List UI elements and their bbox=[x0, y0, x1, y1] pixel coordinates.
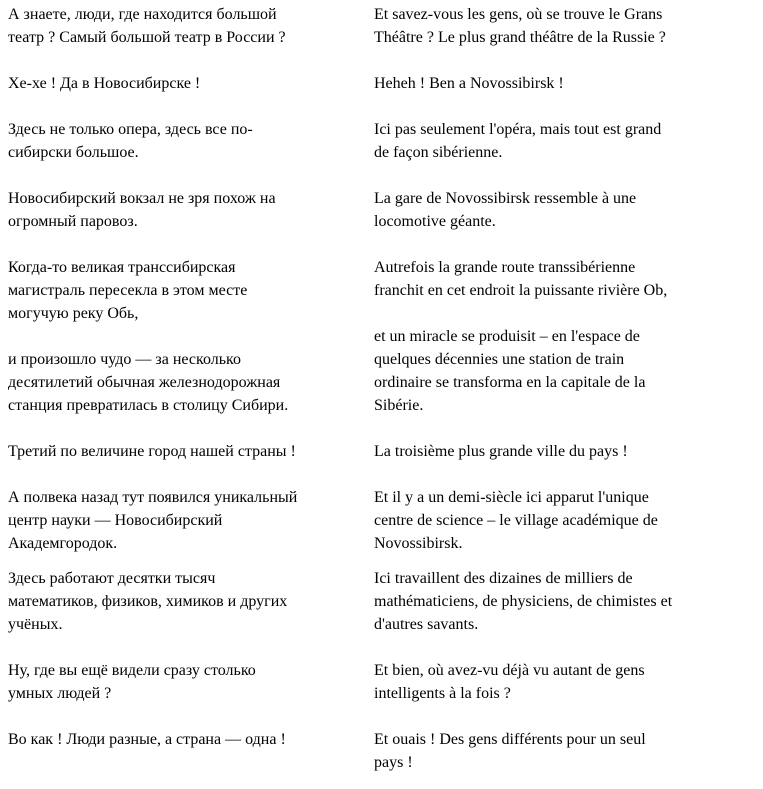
russian-text: Хе-хе ! Да в Новосибирске ! bbox=[8, 75, 201, 92]
french-text: Autrefois la grande route transsibérienne franchit en cet endroit la puissante rivière Ob, bbox=[374, 259, 668, 299]
text-row-4 bbox=[0, 187, 763, 233]
french-text: et un miracle se produisit – en l'espace de quelques décennies une station de train ordinaire se transforma en la capitale de la Sibérie. bbox=[374, 328, 646, 414]
text-row-2 bbox=[0, 72, 763, 95]
french-text: Et bien, où avez-vu déjà vu autant de gens intelligents à la fois ? bbox=[374, 662, 645, 702]
russian-text: А полвека назад тут появился уникальный центр науки — Новосибирский Академгородок. bbox=[8, 489, 298, 552]
text-row-5 bbox=[0, 256, 763, 325]
french-text: Ici travaillent des dizaines de milliers de mathématiciens, de physiciens, de chimistes et d'autres savants. bbox=[374, 570, 673, 633]
russian-text: Новосибирский вокзал не зря похож на огромный паровоз. bbox=[8, 190, 276, 230]
text-row-10 bbox=[0, 659, 763, 705]
french-text: Et il y a un demi-siècle ici apparut l'unique centre de science – le village académique de Novossibirsk. bbox=[374, 489, 658, 552]
russian-text: Здесь работают десятки тысяч математиков, физиков, химиков и других учёных. bbox=[8, 570, 288, 633]
french-text: La gare de Novossibirsk ressemble à une locomotive géante. bbox=[374, 190, 637, 230]
french-text: Heheh ! Ben a Novossibirsk ! bbox=[374, 75, 564, 92]
french-text: Et ouais ! Des gens différents pour un seul pays ! bbox=[374, 731, 646, 771]
russian-text: Во как ! Люди разные, а страна — одна ! bbox=[8, 731, 286, 748]
text-row-9 bbox=[0, 567, 763, 636]
russian-text: Ну, где вы ещё видели сразу столько умных людей ? bbox=[8, 662, 256, 702]
french-text: Ici pas seulement l'opéra, mais tout est grand de façon sibérienne. bbox=[374, 121, 662, 161]
russian-text: Третий по величине город нашей страны ! bbox=[8, 443, 296, 460]
russian-text: А знаете, люди, где находится большой театр ? Самый большой театр в России ? bbox=[8, 6, 286, 46]
french-text: La troisième plus grande ville du pays ! bbox=[374, 443, 628, 460]
text-row-3 bbox=[0, 118, 763, 164]
text-row-7 bbox=[0, 440, 763, 463]
russian-text: Здесь не только опера, здесь все по- сибирски большое. bbox=[8, 121, 253, 161]
top-spacer bbox=[0, 0, 763, 1]
text-row-1 bbox=[0, 3, 763, 49]
text-row-8 bbox=[0, 486, 763, 555]
text-row-11 bbox=[0, 728, 763, 774]
russian-text: Когда-то великая транссибирская магистраль пересекла в этом месте могучую реку Обь, bbox=[8, 259, 248, 322]
french-text: Et savez-vous les gens, où se trouve le Grans Théâtre ? Le plus grand théâtre de la Russie ? bbox=[374, 6, 666, 46]
text-row-6 bbox=[0, 325, 763, 414]
russian-text: и произошло чудо — за несколько десятилетий обычная железнодорожная станция превратилась в столицу Сибири. bbox=[8, 351, 289, 414]
